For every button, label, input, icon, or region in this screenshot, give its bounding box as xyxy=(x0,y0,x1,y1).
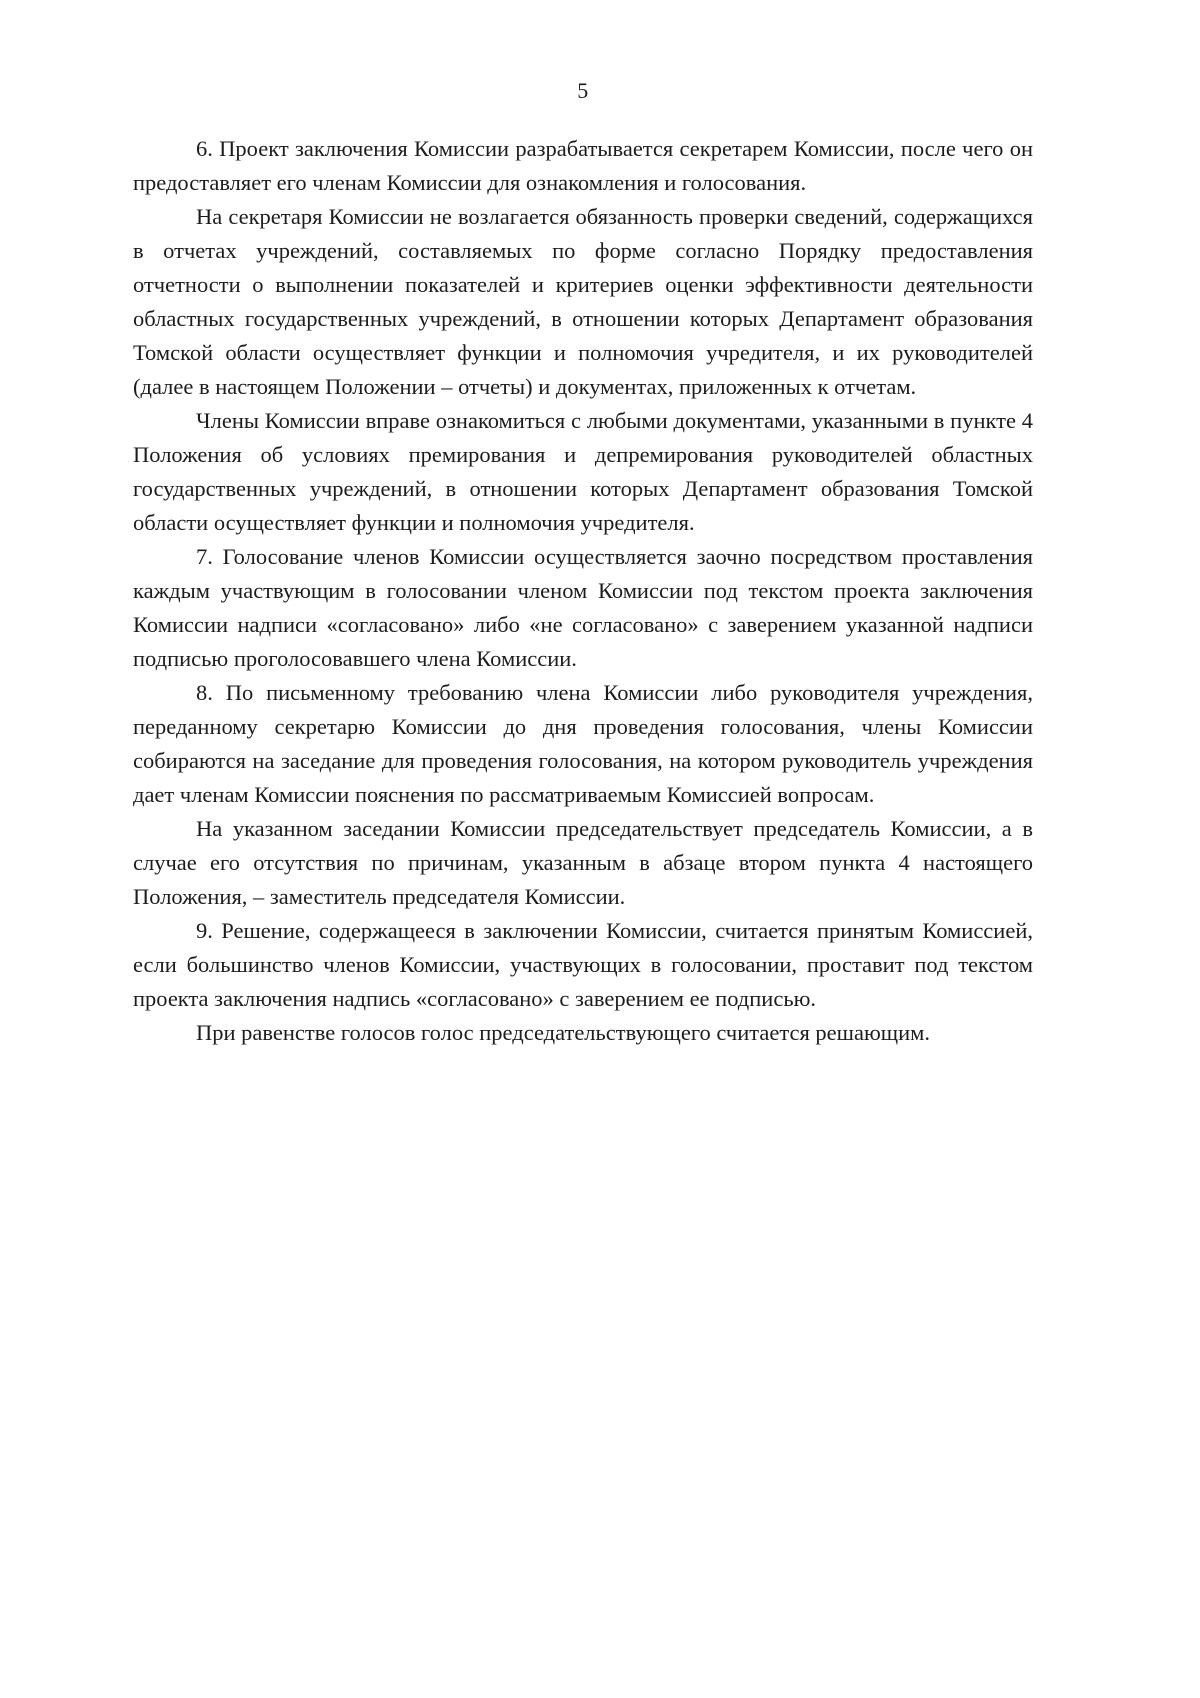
paragraph: 7. Голосование членов Комиссии осуществляется заочно посредством проставления каждым участвующим в голосовании членом Комиссии под текстом проекта заключения Комиссии надписи «согласовано» либо «не согласовано» с заверением указанной надписи подписью проголосовавшего члена Комиссии. xyxy=(133,544,1033,671)
page-number: 5 xyxy=(577,78,589,103)
document-body xyxy=(133,132,1033,1050)
paragraph: На указанном заседании Комиссии председательствует председатель Комиссии, а в случае его отсутствия по причинам, указанным в абзаце втором пункта 4 настоящего Положения, – заместитель председателя Комиссии. xyxy=(133,816,1033,909)
paragraph: Члены Комиссии вправе ознакомиться с любыми документами, указанными в пункте 4 Положения об условиях премирования и депремирования руководителей областных государственных учреждений, в отношении которых Департамент образования Томской области осуществляет функции и полномочия учредителя. xyxy=(133,408,1033,535)
paragraph: При равенстве голосов голос председательствующего считается решающим. xyxy=(196,1020,931,1045)
paragraph: 6. Проект заключения Комиссии разрабатывается секретарем Комиссии, после чего он предоставляет его членам Комиссии для ознакомления и голосования. xyxy=(133,136,1033,195)
paragraph: 8. По письменному требованию члена Комиссии либо руководителя учреждения, переданному секретарю Комиссии до дня проведения голосования, члены Комиссии собираются на заседание для проведения голосования, на котором руководитель учреждения дает членам Комиссии пояснения по рассматриваемым Комиссией вопросам. xyxy=(133,680,1033,807)
paragraph: На секретаря Комиссии не возлагается обязанность проверки сведений, содержащихся в отчетах учреждений, составляемых по форме согласно Порядку предоставления отчетности о выполнении показателей и критериев оценки эффективности деятельности областных государственных учреждений, в отношении которых Департамент образования Томской области осуществляет функции и полномочия учредителя, и их руководителей (далее в настоящем Положении – отчеты) и документах, приложенных к отчетам. xyxy=(133,204,1033,399)
paragraph: 9. Решение, содержащееся в заключении Комиссии, считается принятым Комиссией, если большинство членов Комиссии, участвующих в голосовании, проставит под текстом проекта заключения надпись «согласовано» с заверением ее подписью. xyxy=(133,918,1033,1011)
